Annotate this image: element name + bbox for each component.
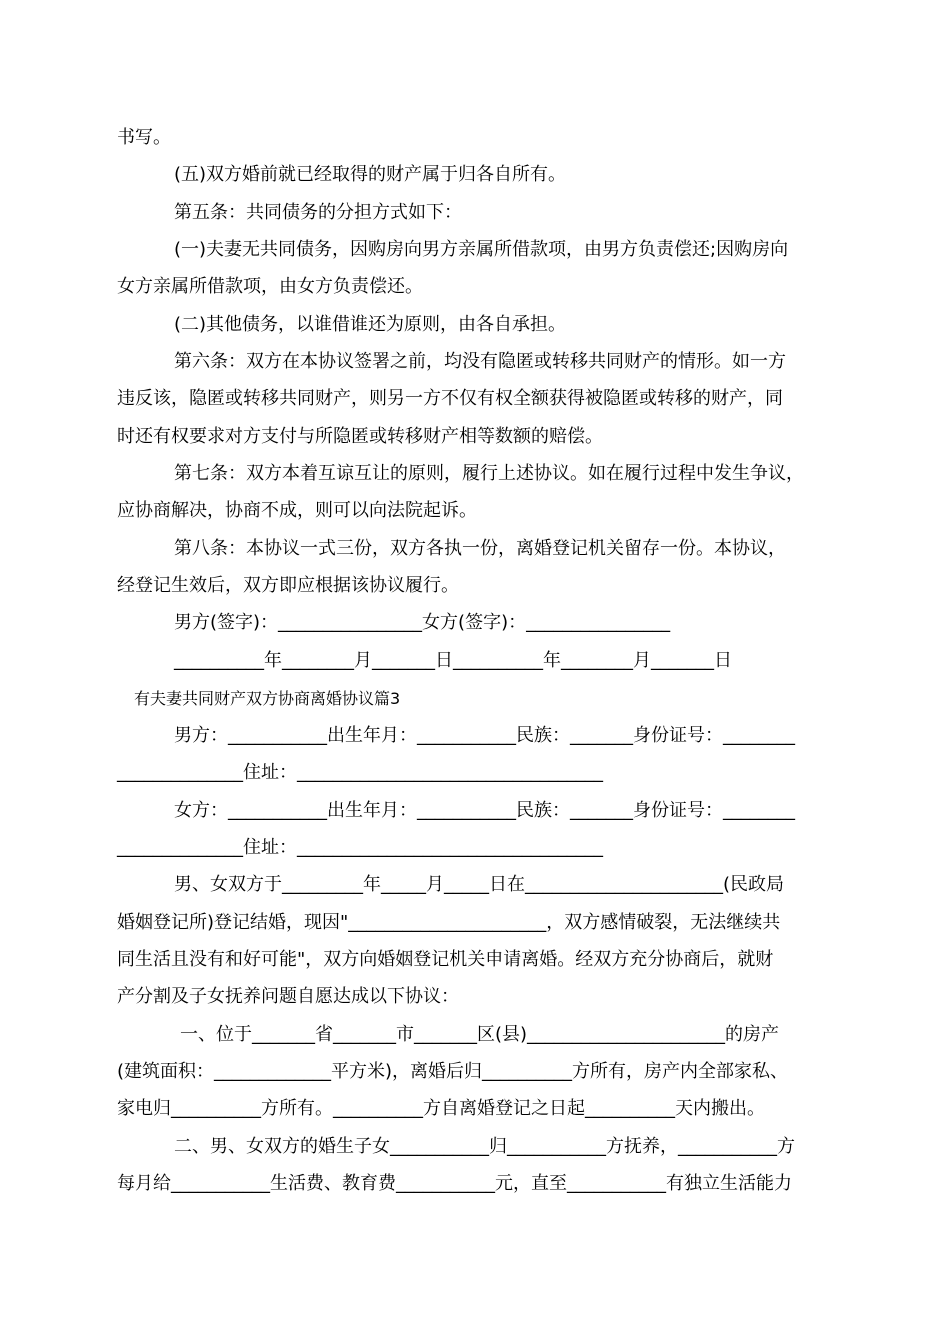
text-line: 一、位于_______省_______市_______区(县)______________________的房产 [180,1024,780,1045]
signature-line: 男方(签字)：________________女方(签字)：________________ [174,612,671,633]
text-line: 书写。 [117,127,171,148]
text-line: ______________住址：__________________________________ [117,837,603,858]
text-line: ______________住址：__________________________________ [117,762,603,783]
article-heading: 第五条：共同债务的分担方式如下： [174,202,462,223]
text-line: 女方：___________出生年月：___________民族：_______身份证号：________ [174,800,795,821]
text-line: (二)其他债务，以谁借谁还为原则，由各自承担。 [174,314,567,335]
text-line: 第八条：本协议一式三份，双方各执一份，离婚登记机关留存一份。本协议， [174,538,786,559]
text-line: 产分割及子女抚养问题自愿达成以下协议： [117,986,459,1007]
text-line: 第七条：双方本着互谅互让的原则，履行上述协议。如在履行过程中发生争议， [174,463,804,484]
text-line: 女方亲属所借款项，由女方负责偿还。 [117,276,423,297]
text-line: 同生活且没有和好可能"，双方向婚姻登记机关申请离婚。经双方充分协商后，就财 [117,949,774,970]
text-line: (五)双方婚前就已经取得的财产属于归各自所有。 [174,164,567,185]
date-line: __________年________月_______日__________年________月_______日 [174,650,732,671]
text-line: 男、女双方于_________年_____月_____日在______________________(民政局 [174,874,785,895]
text-line: 家电归__________方所有。__________方自离婚登记之日起__________天内搬出。 [117,1098,765,1119]
text-line: 每月给___________生活费、教育费___________元，直至___________有独立生活能力 [117,1173,792,1194]
text-line: (建筑面积：_____________平方米)，离婚后归__________方所有，房产内全部家私、 [117,1061,789,1082]
text-line: 经登记生效后，双方即应根据该协议履行。 [117,575,459,596]
text-line: 二、男、女双方的婚生子女___________归___________方抚养，___________方 [174,1136,795,1157]
text-line: 男方：___________出生年月：___________民族：_______身份证号：________ [174,725,795,746]
text-line: 应协商解决，协商不成，则可以向法院起诉。 [117,500,477,521]
section-title: 有夫妻共同财产双方协商离婚协议篇3 [134,689,401,708]
text-line: 时还有权要求对方支付与所隐匿或转移财产相等数额的赔偿。 [117,426,603,447]
text-line: 婚姻登记所)登记结婚，现因"______________________，双方感情破裂，无法继续共 [117,912,781,933]
text-line: 第六条：双方在本协议签署之前，均没有隐匿或转移共同财产的情形。如一方 [174,351,786,372]
text-line: (一)夫妻无共同债务，因购房向男方亲属所借款项，由男方负责偿还;因购房向 [174,239,789,260]
text-line: 违反该，隐匿或转移共同财产，则另一方不仅有权全额获得被隐匿或转移的财产，同 [117,388,783,409]
